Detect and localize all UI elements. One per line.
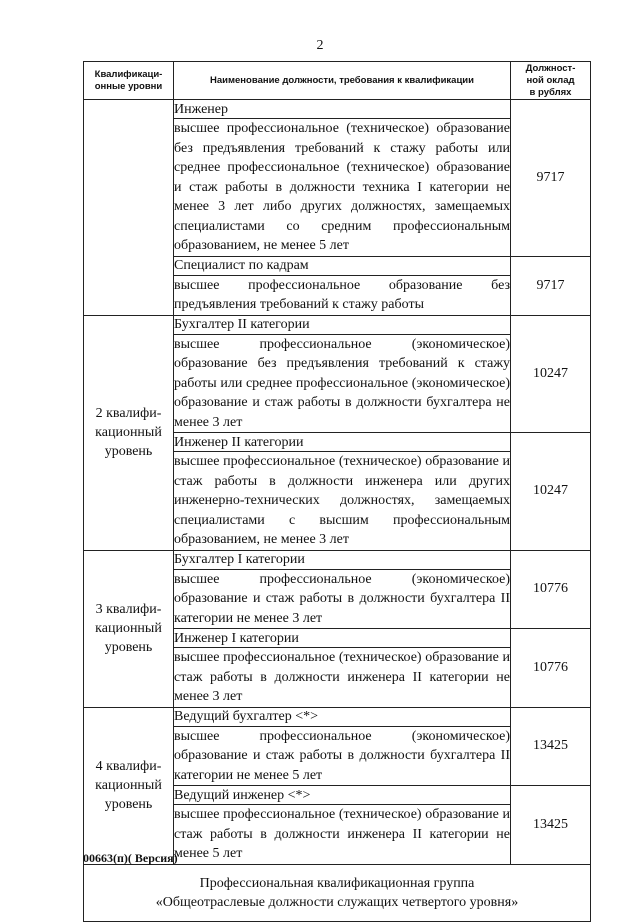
position-salary: 13425 [511, 707, 591, 786]
position-title: Инженер II категории [174, 433, 511, 452]
position-salary: 10776 [511, 629, 591, 708]
qualification-level: 3 квалифи- кационный уровень [84, 550, 174, 707]
table-header-row [84, 62, 591, 100]
qualification-table [83, 61, 591, 922]
position-salary: 10247 [511, 315, 591, 433]
group-heading-line1: Профессиональная квалификационная группа [199, 875, 475, 891]
position-title: Специалист по кадрам [174, 256, 511, 275]
position-title: Ведущий инженер <*> [174, 786, 511, 805]
group-heading-line2: «Общеотраслевые должности служащих четвертого уровня» [155, 894, 519, 910]
document-footer: 00663(п)( Версия) [83, 851, 178, 865]
position-requirements: высшее профессиональное (экономическое) образование без предъявления требований к стажу работы или среднее профессиональное (экономическое) образование и стаж работы в должности бухгалтера не менее 3 лет [174, 334, 511, 433]
position-requirements: высшее профессиональное (техническое) образование и стаж работы в должности инженера или других инженерно-технических должностях, замещаемых специалистами с высшим профессиональным образованием, не менее 3 лет [174, 452, 511, 551]
position-title: Бухгалтер II категории [174, 315, 511, 334]
position-salary: 9717 [511, 256, 591, 315]
position-requirements: высшее профессиональное (техническое) образование без предъявления требований к стажу работы или среднее профессиональное (техническое) образование и стаж работы в должности техника I категории не менее 3 лет либо других должностях, замещаемых специалистами со средним профессиональным образованием, не менее 5 лет [174, 119, 511, 257]
position-title: Ведущий бухгалтер <*> [174, 707, 511, 726]
position-requirements: высшее профессиональное образование без предъявления требований к стажу работы [174, 275, 511, 315]
position-salary: 9717 [511, 100, 591, 257]
position-title-row [84, 707, 591, 726]
table-body [84, 100, 591, 865]
page-number: 2 [316, 38, 324, 53]
header-position: Наименование должности, требования к квалификации [174, 62, 511, 100]
position-salary: 10247 [511, 433, 591, 551]
position-salary: 10776 [511, 550, 591, 629]
position-requirements: высшее профессиональное (техническое) образование и стаж работы в должности инженера II категории не менее 5 лет [174, 805, 511, 865]
qualification-level: 4 квалифи- кационный уровень [84, 707, 174, 864]
position-requirements: высшее профессиональное (экономическое) образование и стаж работы в должности бухгалтера II категории не менее 3 лет [174, 569, 511, 629]
position-title: Бухгалтер I категории [174, 550, 511, 569]
group-heading [84, 864, 591, 921]
position-title-row [84, 100, 591, 119]
position-requirements: высшее профессиональное (техническое) образование и стаж работы в должности инженера II категории не менее 3 лет [174, 648, 511, 708]
position-title-row [84, 315, 591, 334]
header-level: Квалификаци- онные уровни [84, 62, 174, 100]
group-heading-row [84, 864, 591, 921]
position-salary: 13425 [511, 786, 591, 865]
position-requirements: высшее профессиональное (экономическое) образование и стаж работы в должности бухгалтера II категории не менее 5 лет [174, 726, 511, 786]
position-title: Инженер [174, 100, 511, 119]
qualification-level: 2 квалифи- кационный уровень [84, 315, 174, 550]
position-title-row [84, 550, 591, 569]
header-salary: Должност- ной оклад в рублях [511, 62, 591, 100]
position-title: Инженер I категории [174, 629, 511, 648]
qualification-level [84, 100, 174, 316]
